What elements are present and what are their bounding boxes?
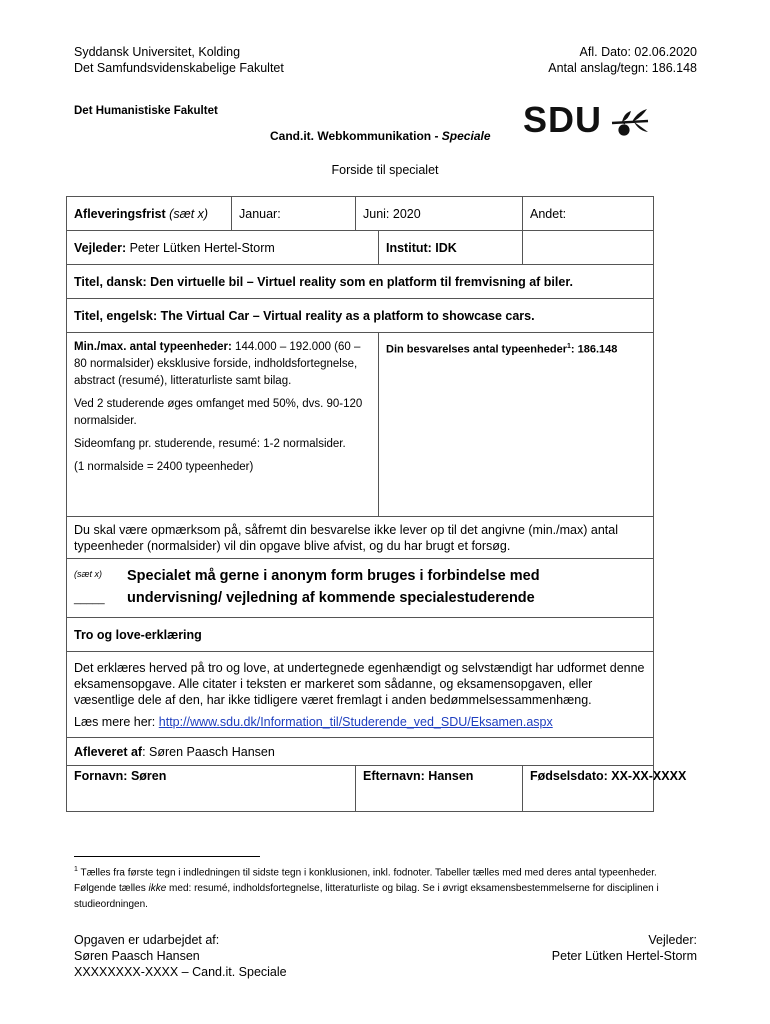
consent-checkbox-blank[interactable]: _____	[74, 593, 105, 605]
sdu-logo	[523, 101, 653, 141]
footnote	[74, 862, 696, 913]
your-count-label: Din besvarelses antal typeenheder	[386, 343, 567, 356]
consent-text: Specialet må gerne i anonym form bruges i forbindelse med undervisning/ vejledning af kommende specialestuderende	[127, 568, 540, 606]
thesis-form	[66, 196, 687, 812]
normal-page-note: (1 normalside = 2400 typeenheder)	[74, 461, 254, 473]
two-students-note: Ved 2 studerende øges omfanget med 50%, dvs. 90-120 normalsider.	[74, 398, 363, 427]
minmax-text: 144.000 – 192.000 (60 – 80 normalsider) eksklusive forside, indholdsfortegnelse, abstract (resumé), litteraturliste samt bilag.	[74, 341, 361, 387]
supervisor-name: Peter Lütken Hertel-Storm	[126, 240, 275, 255]
program-title	[270, 129, 491, 143]
declaration-cell	[67, 652, 654, 738]
submitted-by	[67, 738, 654, 766]
lastname-field[interactable]: Efternavn: Hansen	[356, 766, 523, 812]
footer-left	[74, 932, 287, 980]
footnote-mark: 1	[74, 866, 78, 873]
consent-cell	[67, 559, 654, 618]
june-option[interactable]: Juni: 2020	[356, 197, 523, 231]
minmax-label: Min./max. antal typeenheder:	[74, 341, 232, 353]
program-name: Cand.it. Webkommunikation -	[270, 129, 442, 143]
other-option[interactable]: Andet:	[523, 197, 654, 231]
header-right	[548, 44, 697, 76]
page-title: Forside til specialet	[331, 163, 439, 177]
supervisor-label: Vejleder:	[74, 240, 127, 255]
footnote-text-b: med: resumé, indholdsfortegnelse, litteraturliste og bilag. Se i øvrigt eksamensbestemmelserne for disciplinen i studieordningen.	[74, 883, 659, 911]
logo-text: SDU	[523, 99, 603, 140]
author-name: Søren Paasch Hansen	[74, 949, 200, 963]
page-scope-note: Sideomfang pr. studerende, resumé: 1-2 normalsider.	[74, 438, 346, 450]
birthdate-field[interactable]: Fødselsdato: XX-XX-XXXX	[523, 766, 654, 812]
footnote-divider	[74, 856, 260, 857]
supervisor-heading: Vejleder:	[648, 933, 697, 947]
header-left	[74, 44, 284, 76]
january-option[interactable]: Januar:	[232, 197, 356, 231]
read-more-label: Læs mere her:	[74, 715, 159, 729]
title-english: Titel, engelsk: The Virtual Car – Virtual reality as a platform to showcase cars.	[67, 299, 654, 333]
submitted-value: : Søren Paasch Hansen	[142, 744, 275, 759]
footnote-ref: 1	[566, 343, 571, 350]
author-id: XXXXXXXX-XXXX – Cand.it. Speciale	[74, 965, 287, 979]
minmax-cell	[67, 333, 379, 517]
faculty-name: Det Humanistiske Fakultet	[74, 105, 218, 117]
supervisor-cell	[67, 231, 379, 265]
your-count-value: : 186.148	[570, 343, 618, 356]
university-name: Syddansk Universitet, Kolding	[74, 45, 241, 59]
author-heading: Opgaven er udarbejdet af:	[74, 933, 220, 947]
sdu-apple-branch-icon	[610, 104, 650, 138]
your-count-cell	[379, 333, 654, 517]
firstname-field[interactable]: Fornavn: Søren	[67, 766, 356, 812]
exam-info-link[interactable]: http://www.sdu.dk/Information_til/Studerende_ved_SDU/Eksamen.aspx	[158, 715, 553, 729]
program-type: Speciale	[441, 129, 491, 143]
footnote-text-a: Tælles fra første tegn i indledningen til sidste tegn i konklusionen, inkl. fodnoter. Tabeller tælles med med deres antal typeenheder. Følgende tælles	[74, 867, 657, 895]
deadline-label: Afleveringsfrist	[74, 206, 166, 221]
empty-cell	[523, 231, 654, 265]
footnote-emphasis: ikke	[148, 883, 167, 895]
warning-text: Du skal være opmærksom på, såfremt din besvarelse ikke lever op til det angivne (min./max) antal typeenheder (normalsider) vil din opgave blive afvist, og du har brugt et forsøg.	[67, 517, 654, 559]
submitted-label: Afleveret af	[74, 744, 143, 759]
title-danish: Titel, dansk: Den virtuelle bil – Virtuel reality som en platform til fremvisning af biler.	[67, 265, 654, 299]
faculty-social: Det Samfundsvidenskabelige Fakultet	[74, 61, 284, 75]
consent-hint: (sæt x)	[74, 569, 102, 579]
footer-supervisor-name: Peter Lütken Hertel-Storm	[551, 949, 697, 963]
institute-cell: Institut: IDK	[379, 231, 523, 265]
deadline-cell	[67, 197, 232, 231]
declaration-text: Det erklæres herved på tro og love, at undertegnede egenhændigt og selvstændigt har udformet denne eksamensopgave. Alle citater i teksten er markeret som sådanne, og eksamensopgaven, eller væsentlige dele af den, har ikke tidligere været fremlagt i anden bedømmelsessammenhæng.	[74, 661, 645, 707]
deadline-hint: (sæt x)	[165, 206, 209, 221]
footer-right	[552, 932, 697, 964]
declaration-title: Tro og love-erklæring	[67, 618, 654, 652]
char-count: Antal anslag/tegn: 186.148	[548, 61, 697, 75]
delivery-date: Afl. Dato: 02.06.2020	[579, 45, 697, 59]
